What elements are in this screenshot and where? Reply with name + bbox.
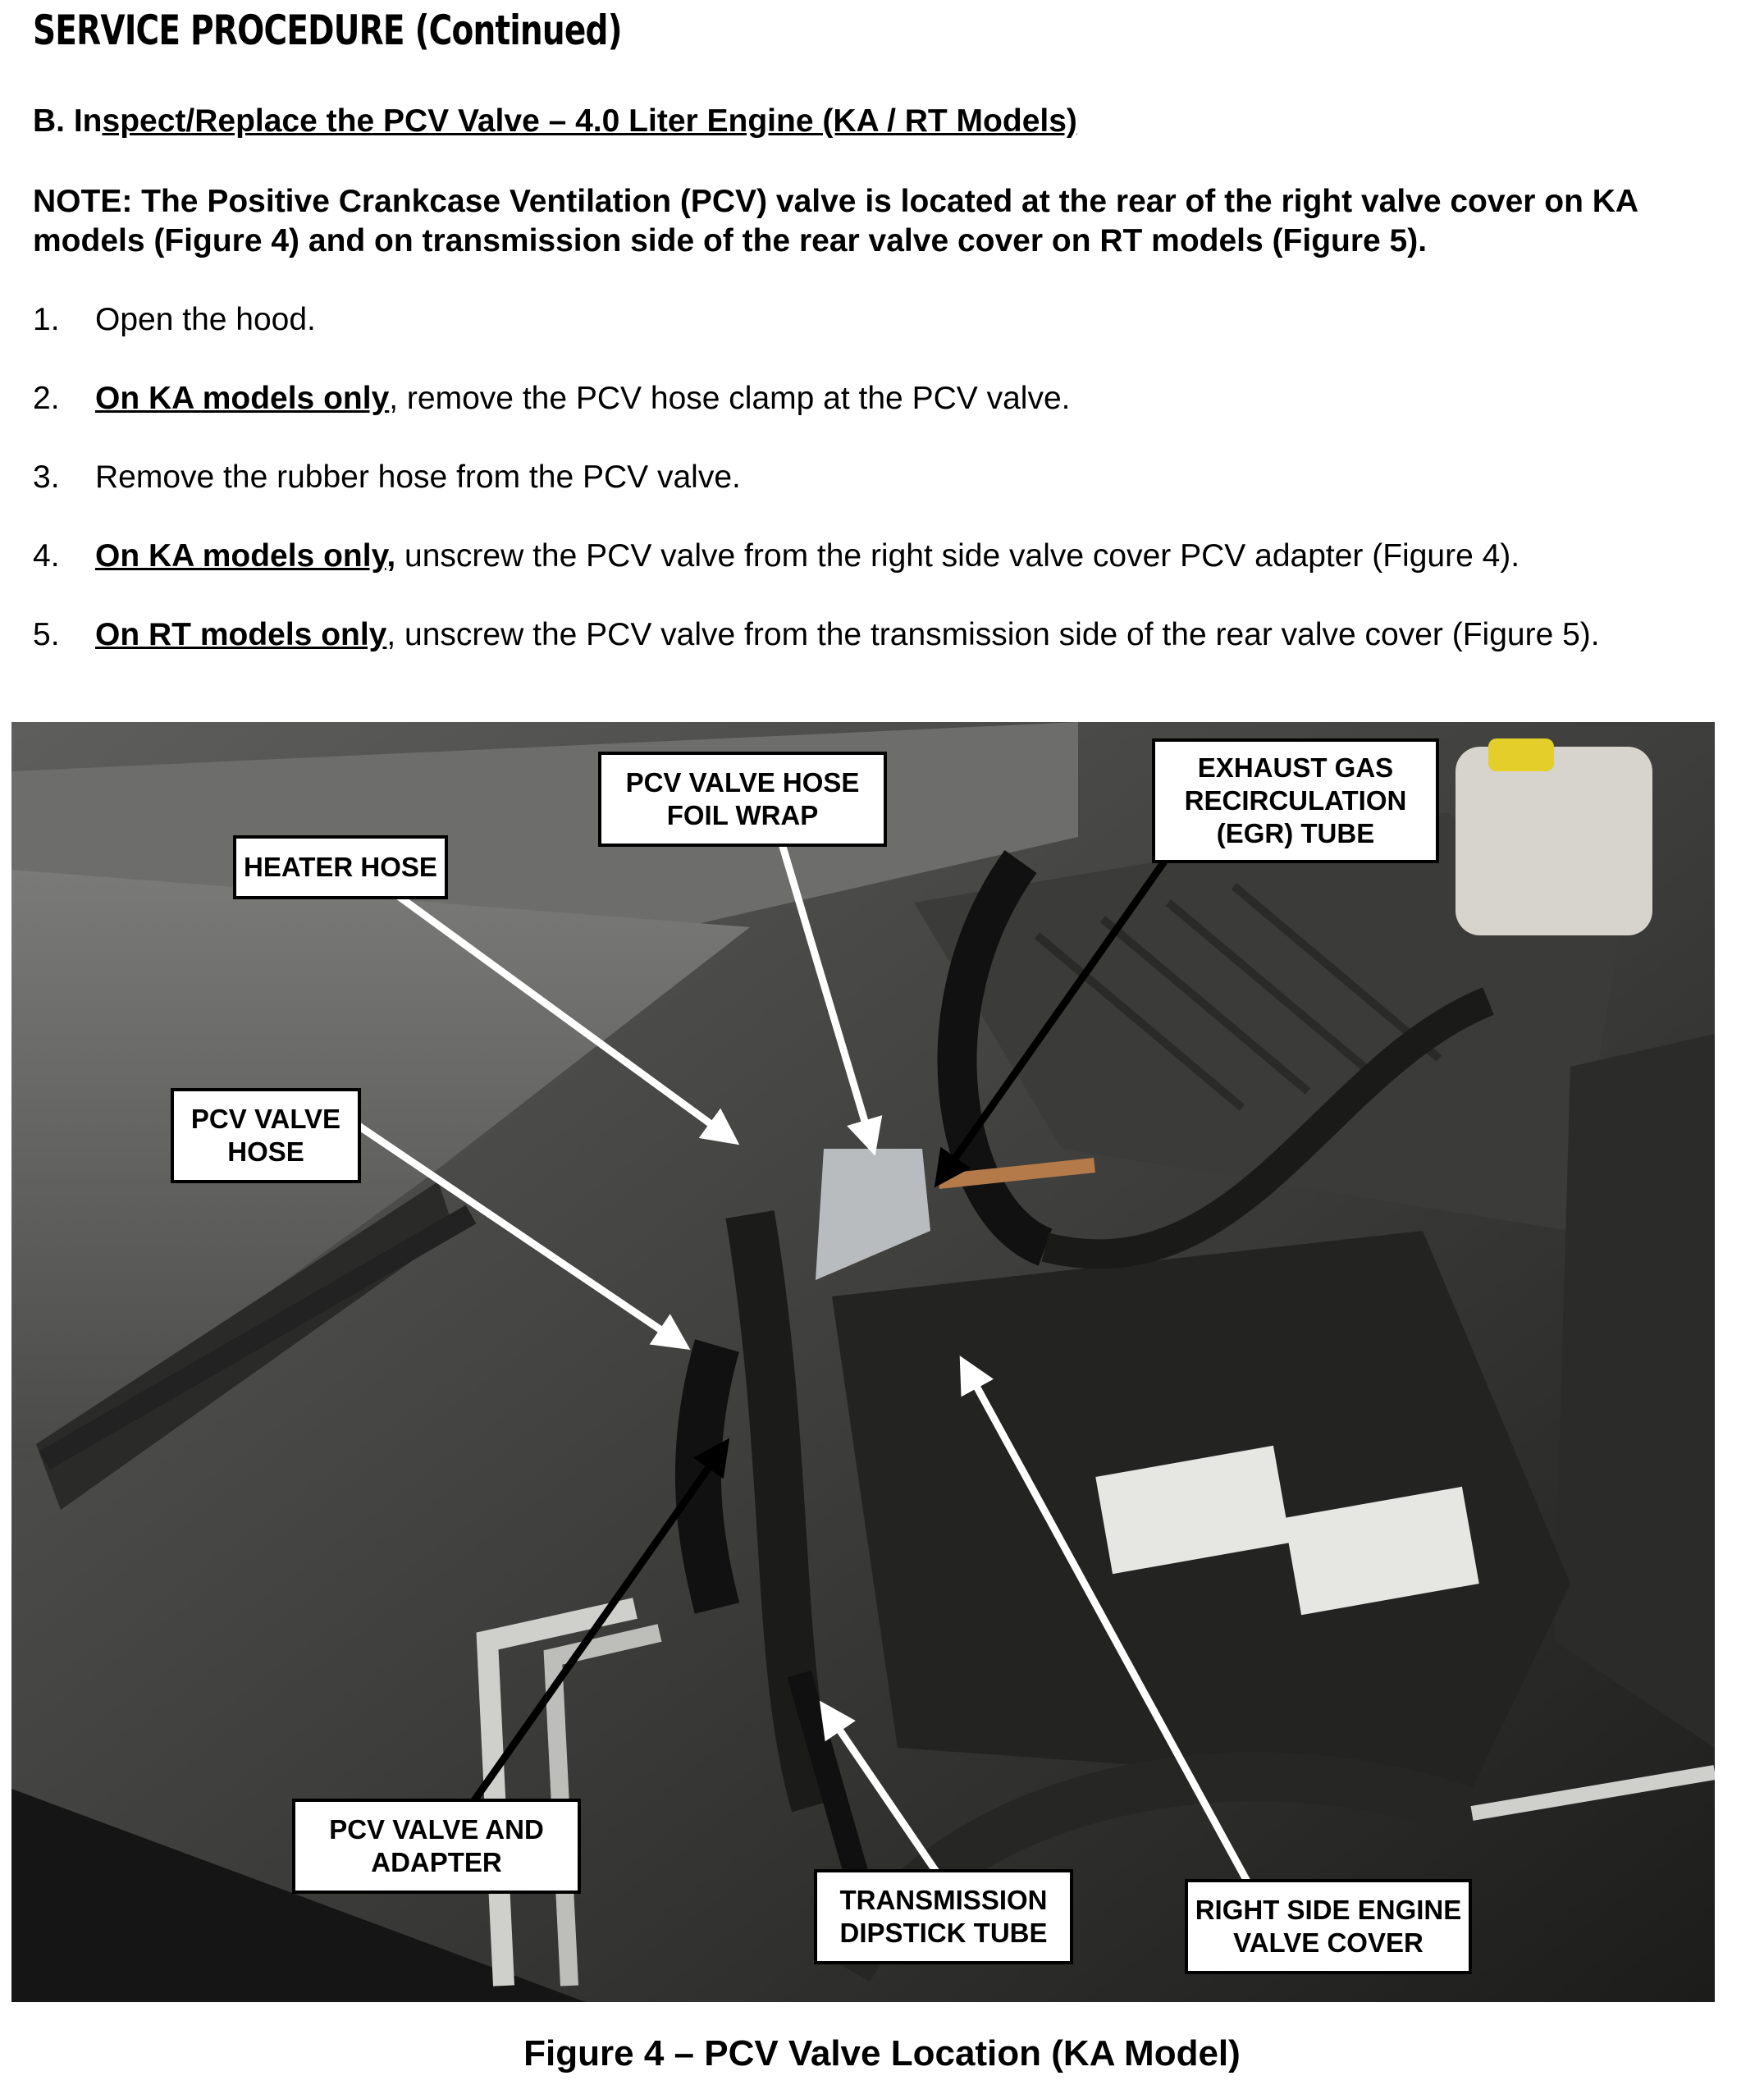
step-text: Remove the rubber hose from the PCV valve.: [95, 459, 741, 495]
step-text: On RT models only, unscrew the PCV valve from the transmission side of the rear valve cover (Figure 5).: [95, 617, 1600, 652]
step-number: 1.: [33, 302, 60, 337]
step-text: On KA models only, remove the PCV hose clamp at the PCV valve.: [95, 381, 1071, 416]
section-heading-prefix: B. In: [33, 103, 103, 139]
callout-heater-hose: HEATER HOSE: [233, 835, 448, 899]
callout-egr-tube: EXHAUST GAS RECIRCULATION (EGR) TUBE: [1152, 738, 1439, 863]
figure-caption: Figure 4 – PCV Valve Location (KA Model): [523, 2033, 1241, 2073]
step-number: 4.: [33, 538, 60, 574]
callout-pcv-valve-hose: PCV VALVE HOSE: [171, 1088, 361, 1183]
section-heading: [33, 103, 1077, 139]
page-title: SERVICE PROCEDURE (Continued): [33, 7, 622, 54]
step-text: On KA models only, unscrew the PCV valve from the right side valve cover PCV adapter (Figure 4).: [95, 538, 1520, 574]
note-paragraph: NOTE: The Positive Crankcase Ventilation (PCV) valve is located at the rear of the right valve cover on KA models (Figure 4) and on transmission side of the rear valve cover on RT models (Figure 5).: [33, 184, 1638, 258]
section-heading-underlined: spect/Replace the PCV Valve – 4.0 Liter Engine (KA / RT Models): [102, 103, 1077, 139]
step-number: 3.: [33, 459, 60, 495]
callout-foil-wrap: PCV VALVE HOSE FOIL WRAP: [598, 752, 887, 847]
callout-pcv-valve-adapter: PCV VALVE AND ADAPTER: [292, 1799, 581, 1894]
step-number: 2.: [33, 381, 60, 416]
engine-bay-illustration: [11, 722, 1715, 2002]
step-number: 5.: [33, 617, 60, 652]
callout-valve-cover: RIGHT SIDE ENGINE VALVE COVER: [1185, 1879, 1472, 1974]
callout-dipstick-tube: TRANSMISSION DIPSTICK TUBE: [814, 1869, 1073, 1964]
engine-bay-photo: [11, 722, 1715, 2002]
step-text: Open the hood.: [95, 302, 316, 337]
